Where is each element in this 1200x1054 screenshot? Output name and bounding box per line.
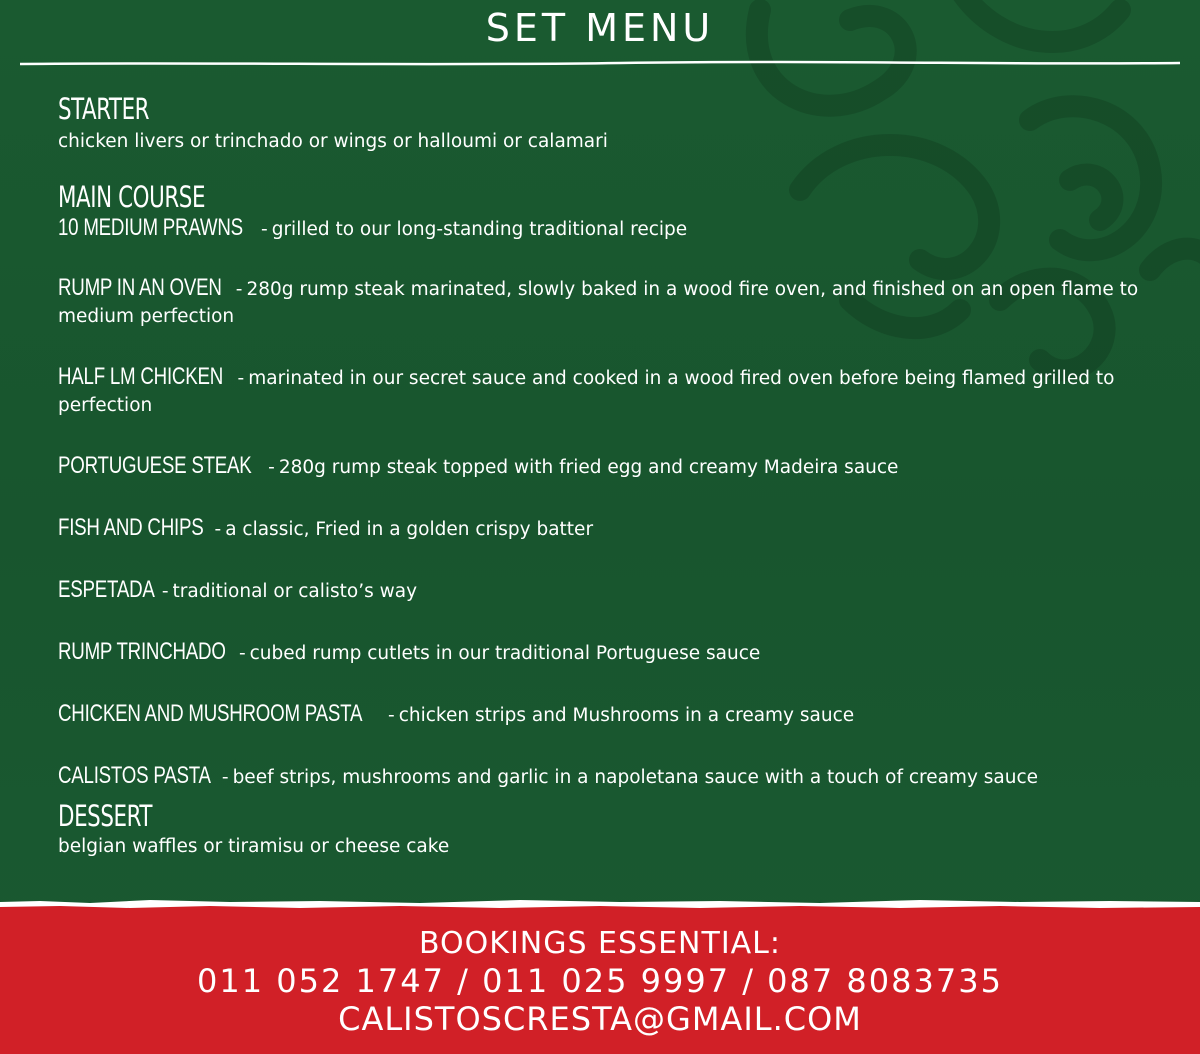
dish-description: chicken strips and Mushrooms in a creamy sauce — [398, 705, 855, 726]
dish-item: RUMP IN AN OVEN - 280g rump steak marinated, slowly baked in a wood fire oven, and finished on an open flame to medium perfection — [58, 274, 1139, 327]
dish-description: traditional or calisto’s way — [172, 581, 418, 602]
dish-name: HALF LM CHICKEN — [58, 363, 224, 390]
dish-item: ESPETADA - traditional or calisto’s way — [58, 576, 418, 603]
dish-name: FISH AND CHIPS — [58, 514, 204, 541]
dish-name: CHICKEN AND MUSHROOM PASTA — [58, 700, 363, 727]
main-course-heading: MAIN COURSE — [58, 180, 206, 214]
dish-description: a classic, Fried in a golden crispy batter — [225, 519, 594, 540]
starter-options: chicken livers or trinchado or wings or halloumi or calamari — [58, 131, 608, 152]
dish-name: RUMP TRINCHADO — [58, 638, 226, 665]
phone-numbers: 011 052 1747 / 011 025 9997 / 087 8083735 — [197, 962, 1003, 1000]
email-address: CALISTOSCRESTA@GMAIL.COM — [338, 1000, 862, 1038]
dish-description: marinated in our secret sauce and cooked in a wood fired oven before being flamed grilled to perfection — [58, 368, 1115, 416]
dish-description: 280g rump steak topped with fried egg and creamy Madeira sauce — [278, 457, 899, 478]
dish-name: 10 MEDIUM PRAWNS — [58, 214, 243, 241]
dish-name: PORTUGUESE STEAK — [58, 452, 252, 479]
dish-item: PORTUGUESE STEAK - 280g rump steak topped with fried egg and creamy Madeira sauce — [58, 452, 899, 479]
dessert-section — [58, 799, 1158, 859]
dish-name: ESPETADA — [58, 576, 155, 603]
starter-section — [58, 92, 1158, 154]
dessert-options: belgian waffles or tiramisu or cheese cake — [58, 836, 450, 857]
dish-name: RUMP IN AN OVEN — [58, 274, 222, 301]
starter-heading: STARTER — [58, 92, 150, 126]
dish-item: RUMP TRINCHADO - cubed rump cutlets in our traditional Portuguese sauce — [58, 638, 761, 665]
dessert-heading: DESSERT — [58, 799, 153, 833]
dish-description: grilled to our long-standing traditional recipe — [271, 219, 688, 240]
dish-item: 10 MEDIUM PRAWNS - grilled to our long-standing traditional recipe — [58, 214, 688, 241]
dish-item: HALF LM CHICKEN - marinated in our secret sauce and cooked in a wood fired oven before being flamed grilled to perfection — [58, 363, 1115, 416]
menu-content — [58, 92, 1158, 859]
dish-item: CHICKEN AND MUSHROOM PASTA - chicken strips and Mushrooms in a creamy sauce — [58, 700, 855, 727]
page-title: SET MENU — [485, 6, 715, 50]
dish-item: CALISTOS PASTA - beef strips, mushrooms and garlic in a napoletana sauce with a touch of creamy sauce — [58, 762, 1039, 789]
bookings-label: BOOKINGS ESSENTIAL: — [418, 926, 782, 961]
title-divider — [20, 60, 1180, 68]
main-course-section — [58, 180, 1158, 791]
dish-name: CALISTOS PASTA — [58, 762, 211, 789]
dish-description: beef strips, mushrooms and garlic in a napoletana sauce with a touch of creamy sauce — [232, 767, 1039, 788]
dish-description: 280g rump steak marinated, slowly baked in a wood fire oven, and finished on an open flame to medium perfection — [58, 279, 1139, 327]
dish-item: FISH AND CHIPS - a classic, Fried in a golden crispy batter — [58, 514, 594, 541]
dish-description: cubed rump cutlets in our traditional Portuguese sauce — [249, 643, 761, 664]
